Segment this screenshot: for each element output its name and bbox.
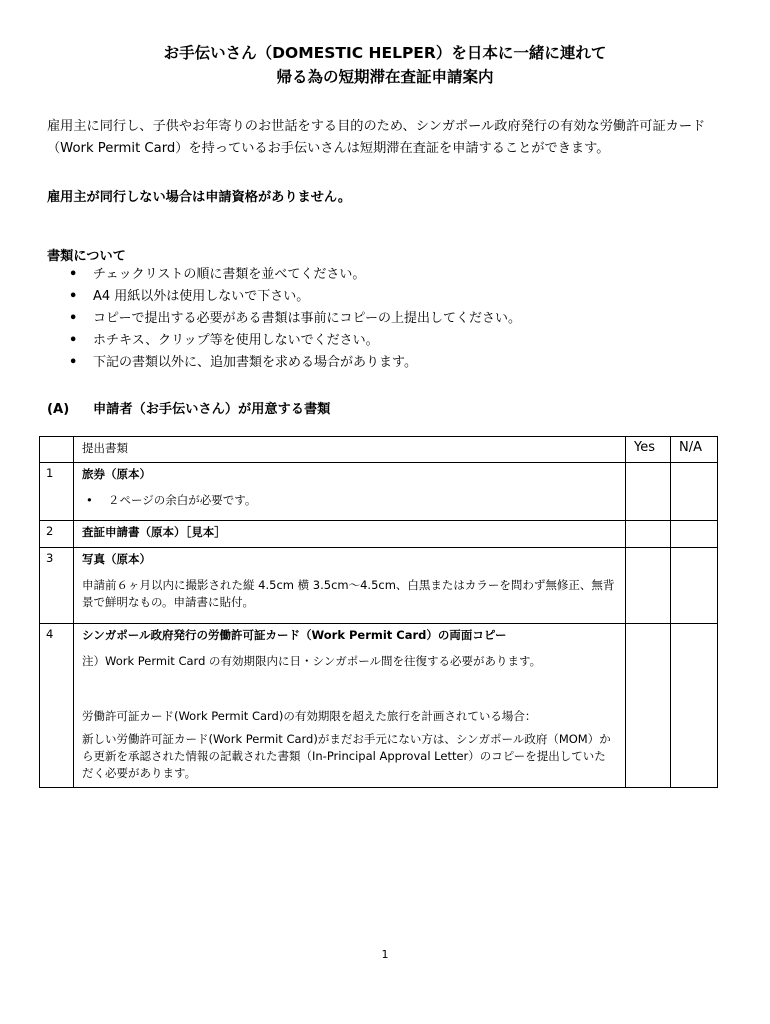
row-num: 4 [40, 624, 74, 788]
section-a-letter: (A) [47, 402, 70, 417]
yes-checkbox-cell[interactable] [626, 624, 671, 788]
bullet-icon: • [69, 333, 78, 348]
bullet-icon: • [69, 311, 78, 326]
row-num: 3 [40, 548, 74, 624]
intro-paragraph: 雇用主に同行し、子供やお年寄りのお世話をする目的のため、シンガポール政府発行の有効な労働許可証カード（Work Permit Card）を持っているお手伝いさんは短期滞在査証を申請することができます。 [47, 119, 706, 156]
bullet-icon: • [69, 289, 78, 304]
bullet-icon: • [86, 493, 93, 507]
na-checkbox-cell[interactable] [671, 624, 718, 788]
eligibility-warning: 雇用主が同行しない場合は申請資格がありません。 [47, 190, 352, 205]
page-title-line1: お手伝いさん（DOMESTIC HELPER）を日本に一緒に連れて [163, 44, 607, 62]
yes-checkbox-cell[interactable] [626, 548, 671, 624]
bullet-icon: • [69, 267, 78, 282]
row-title: 写真（原本） [82, 552, 151, 566]
page-title-line2: 帰る為の短期滞在査証申請案内 [276, 68, 494, 86]
na-checkbox-cell[interactable] [671, 548, 718, 624]
documents-heading: 書類について [47, 249, 126, 264]
na-checkbox-cell[interactable] [671, 463, 718, 521]
row-title: 旅券（原本） [82, 467, 151, 481]
row-bullet: • ２ページの余白が必要です。 [86, 493, 257, 507]
row-note: 労働許可証カード(Work Permit Card)の有効期限を超えた旅行を計画されている場合： [82, 709, 537, 723]
section-a-title: 申請者（お手伝いさん）が用意する書類 [93, 402, 331, 417]
yes-checkbox-cell[interactable] [626, 521, 671, 548]
header-na: N/A [671, 437, 718, 463]
yes-checkbox-cell[interactable] [626, 463, 671, 521]
page-number: 1 [381, 948, 389, 961]
header-yes: Yes [626, 437, 671, 463]
row-title: シンガポール政府発行の労働許可証カード（Work Permit Card）の両面コピー [82, 628, 507, 642]
list-item: • 下記の書類以外に、追加書類を求める場合があります。 [47, 352, 521, 374]
row-note: 注）Work Permit Card の有効期限内に日・シンガポール間を往復する必要があります。 [82, 654, 542, 668]
bullet-icon: • [69, 355, 78, 370]
row-num: 1 [40, 463, 74, 521]
row-title: 査証申請書（原本）［見本］ [82, 525, 226, 539]
row-item [74, 548, 626, 624]
table-header-row [40, 437, 718, 463]
header-item: 提出書類 [74, 437, 626, 463]
list-item: • コピーで提出する必要がある書類は事前にコピーの上提出してください。 [47, 308, 521, 330]
row-note: 申請前６ヶ月以内に撮影された縦 4.5cm 横 3.5cm～4.5cm、白黒またはカラーを問わず無修正、無背景で鮮明なもの。申請書に貼付。 [82, 578, 615, 609]
list-item: • ホチキス、クリップ等を使用しないでください。 [47, 330, 521, 352]
documents-rules-list [47, 264, 521, 374]
row-note: 新しい労働許可証カード(Work Permit Card)がまだお手元にない方は、シンガポール政府（MOM）から更新を承認された情報の記載された書類（In-Principal Approval Letter）のコピーを提出していただく必要があります。 [82, 732, 611, 780]
table-row [40, 521, 718, 548]
table-row [40, 548, 718, 624]
row-num: 2 [40, 521, 74, 548]
list-item: • A4 用紙以外は使用しないで下さい。 [47, 286, 521, 308]
list-item: • チェックリストの順に書類を並べてください。 [47, 264, 521, 286]
na-checkbox-cell[interactable] [671, 521, 718, 548]
row-item [74, 521, 626, 548]
row-item [74, 624, 626, 788]
table-row [40, 624, 718, 788]
table-row [40, 463, 718, 521]
row-item [74, 463, 626, 521]
documents-checklist-table [39, 436, 718, 788]
section-a-heading [47, 398, 330, 417]
header-num [40, 437, 74, 463]
